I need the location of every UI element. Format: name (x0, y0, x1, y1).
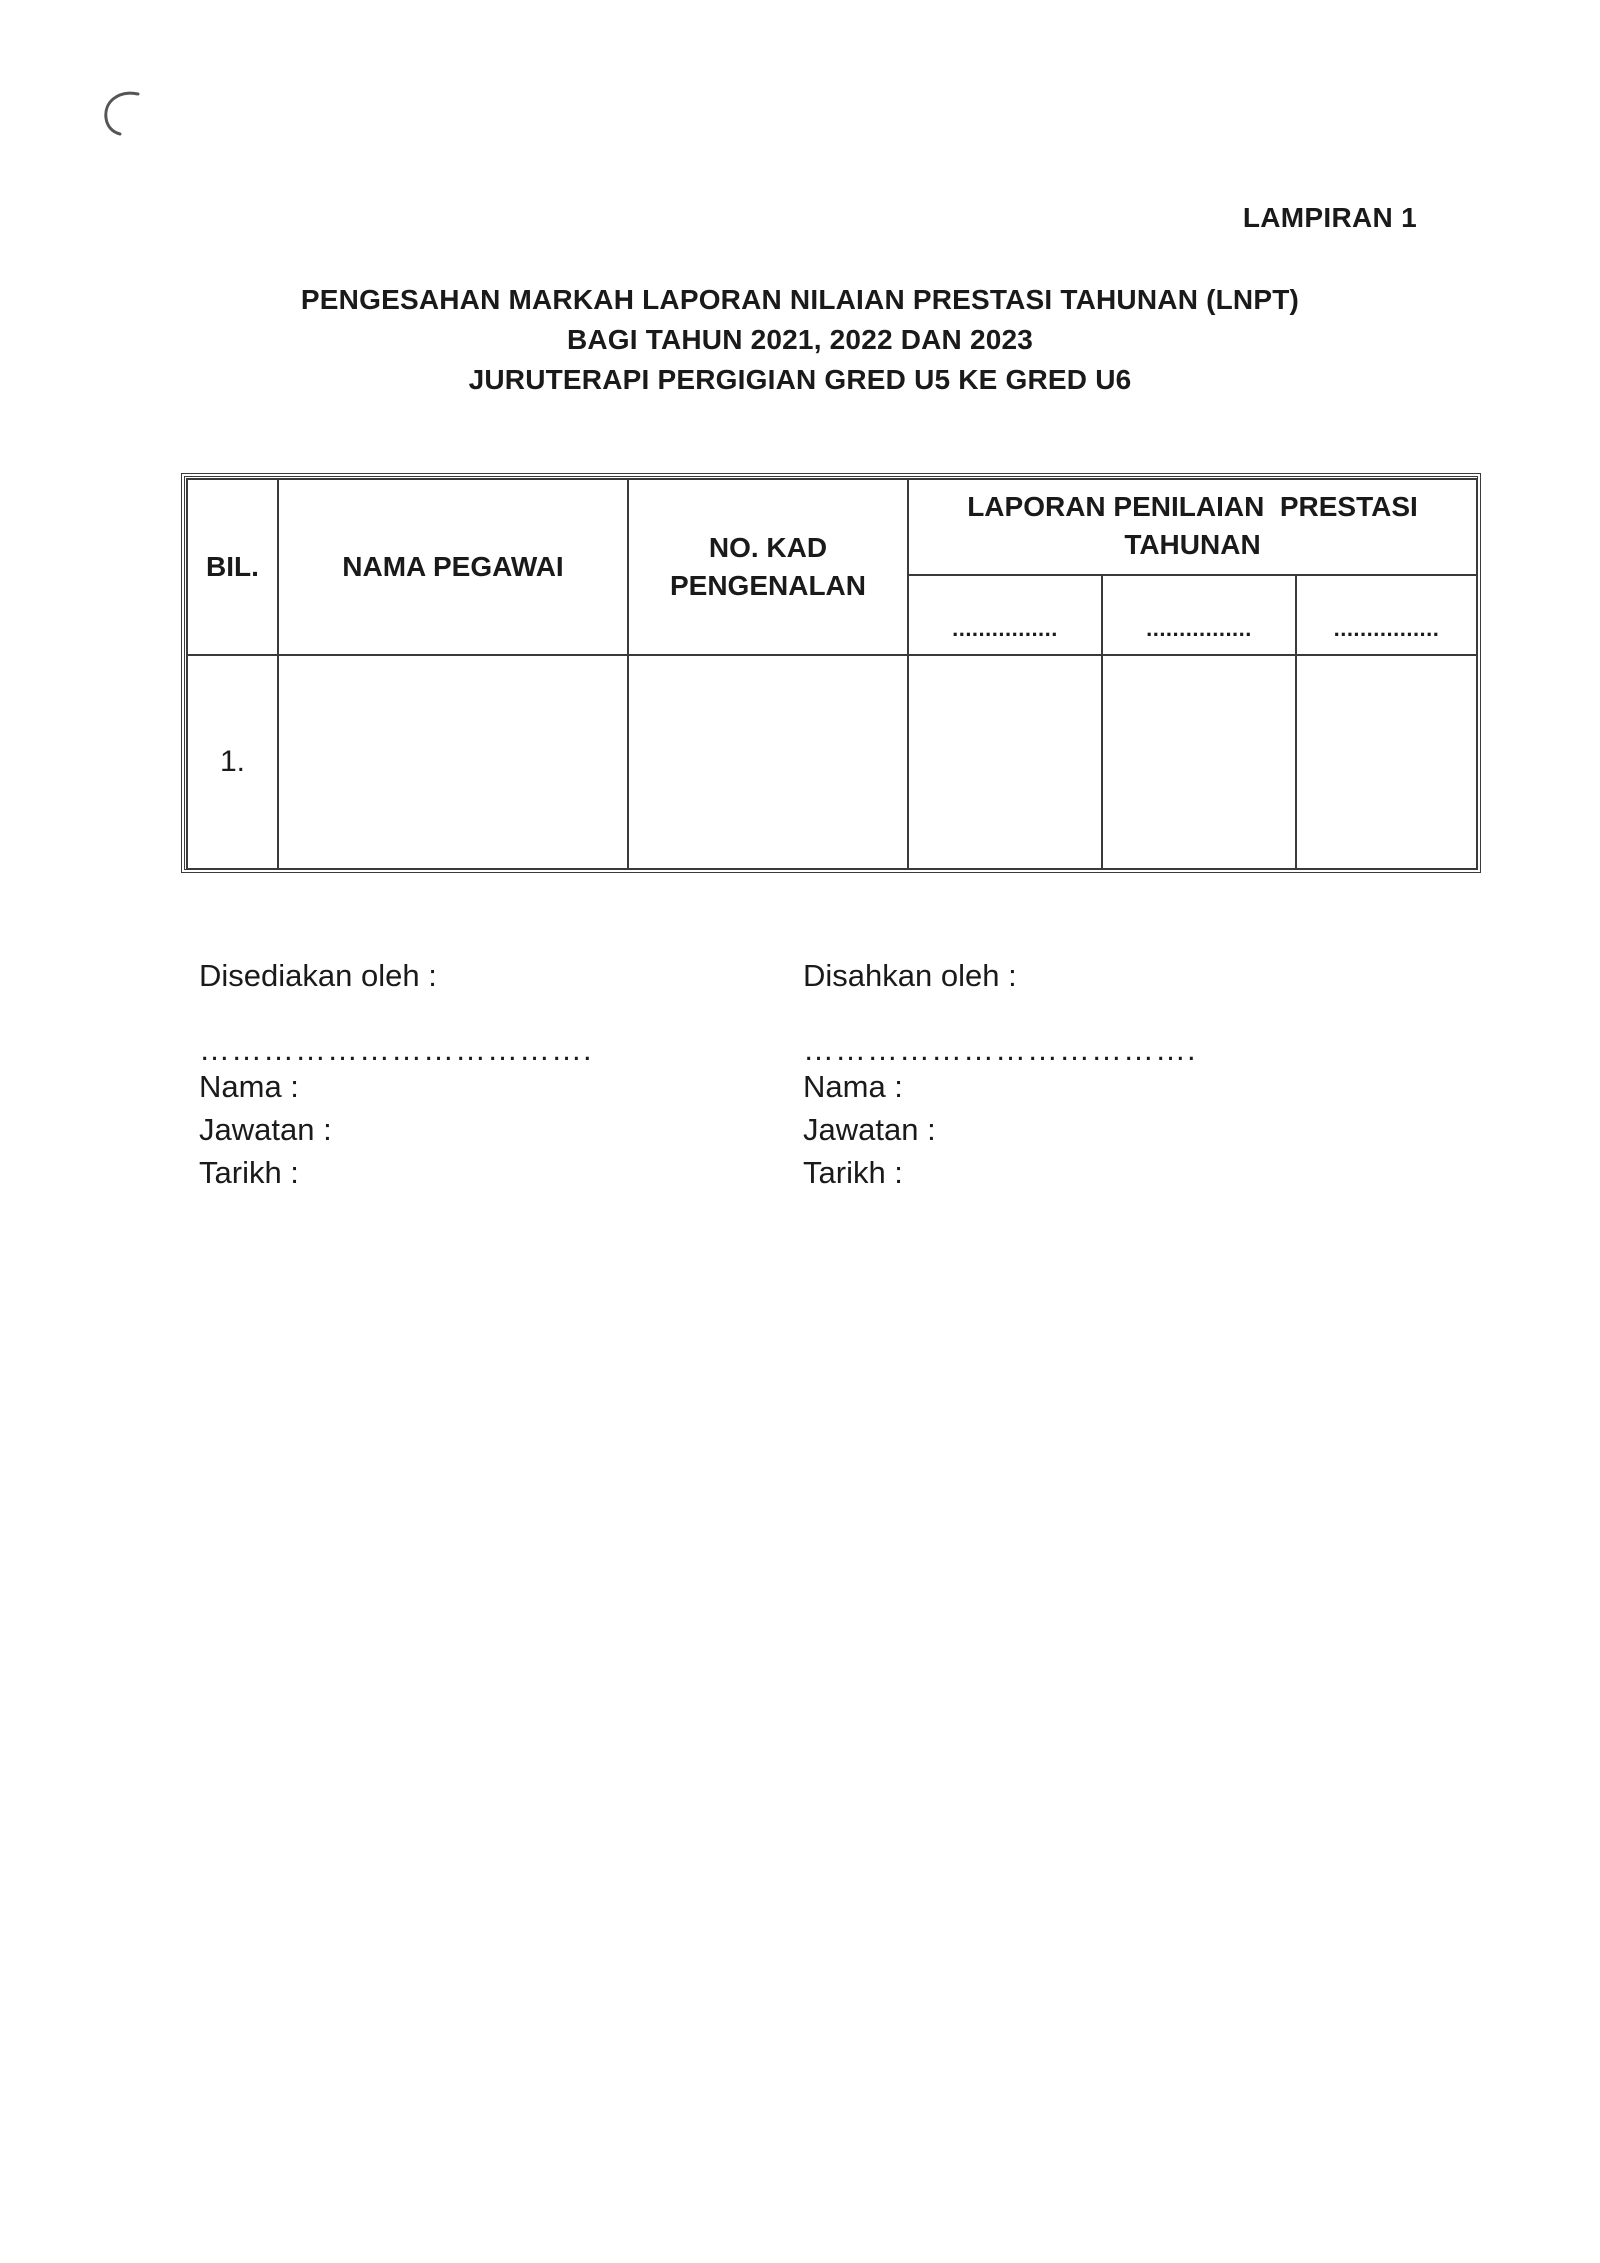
prepared-signature-line[interactable]: ………………………………. (199, 1032, 593, 1067)
row-bil: 1. (187, 655, 278, 869)
header-lpt-line2: TAHUNAN (1124, 529, 1261, 560)
approved-jawatan-label: Jawatan : (803, 1112, 936, 1147)
document-title (0, 280, 1600, 400)
title-line-1: PENGESAHAN MARKAH LAPORAN NILAIAN PRESTASI TAHUNAN (LNPT) (300, 284, 1300, 315)
title-line-3: JURUTERAPI PERGIGIAN GRED U5 KE GRED U6 (468, 364, 1132, 395)
row-kad-cell[interactable] (628, 655, 908, 869)
table-row (187, 655, 1477, 869)
lampiran-label: LAMPIRAN 1 (1242, 202, 1417, 233)
approved-nama-label: Nama : (803, 1069, 903, 1104)
header-no-kad-pengenalan (628, 479, 908, 655)
signature-block-approved (803, 954, 1197, 1194)
approved-signature-line[interactable]: ………………………………. (803, 1032, 1197, 1067)
header-bil: BIL. (187, 479, 278, 655)
header-laporan-penilaian (908, 479, 1477, 575)
scan-staple-mark (98, 88, 144, 136)
year-placeholder-2[interactable]: ................ (1102, 575, 1296, 655)
year-placeholder-1[interactable]: ................ (908, 575, 1102, 655)
row-year-1-cell[interactable] (908, 655, 1102, 869)
title-line-2: BAGI TAHUN 2021, 2022 DAN 2023 (566, 324, 1034, 355)
row-year-2-cell[interactable] (1102, 655, 1296, 869)
lnpt-table (186, 478, 1478, 870)
header-nama-pegawai: NAMA PEGAWAI (278, 479, 628, 655)
year-placeholder-3[interactable]: ................ (1296, 575, 1477, 655)
prepared-tarikh-label: Tarikh : (199, 1155, 299, 1190)
prepared-nama-label: Nama : (199, 1069, 299, 1104)
row-year-3-cell[interactable] (1296, 655, 1477, 869)
header-lpt-line1: LAPORAN PENILAIAN PRESTASI (967, 491, 1418, 522)
header-no-kad-line1: NO. KAD (708, 532, 828, 563)
header-no-kad-line2: PENGENALAN (669, 570, 866, 601)
prepared-jawatan-label: Jawatan : (199, 1112, 332, 1147)
approved-by-label: Disahkan oleh : (803, 958, 1017, 993)
signature-block-prepared (199, 954, 593, 1194)
approved-tarikh-label: Tarikh : (803, 1155, 903, 1190)
prepared-by-label: Disediakan oleh : (199, 958, 437, 993)
row-nama-cell[interactable] (278, 655, 628, 869)
